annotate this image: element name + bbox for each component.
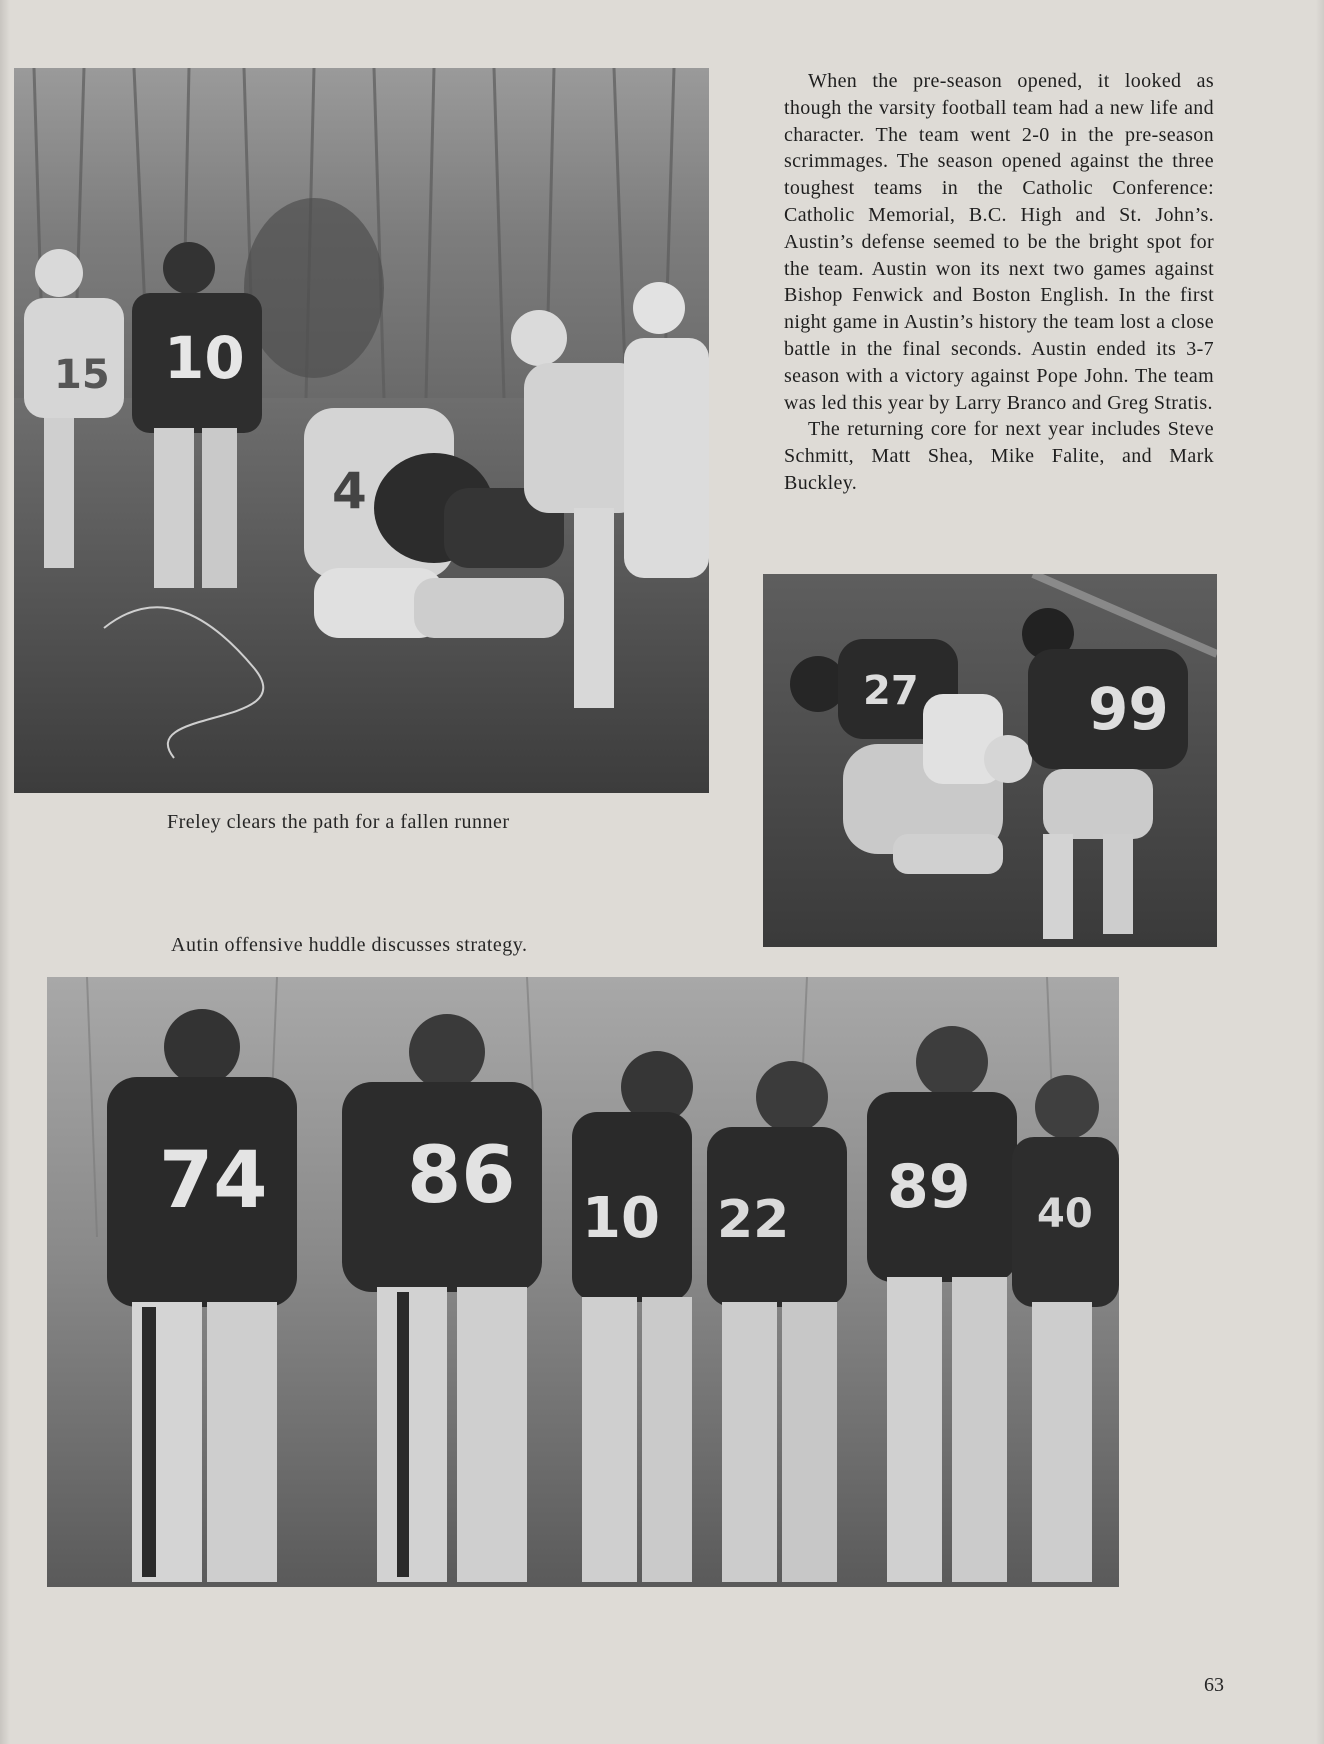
photo-huddle-image bbox=[47, 977, 1119, 1587]
photo-huddle bbox=[47, 977, 1119, 1587]
jersey-number-22: 22 bbox=[717, 1190, 790, 1250]
page-number: 63 bbox=[1204, 1674, 1224, 1696]
svg-text:15: 15 bbox=[54, 352, 110, 398]
jersey-number-27: 27 bbox=[863, 668, 919, 714]
jersey-number-74: 74 bbox=[159, 1136, 268, 1226]
photo-huddle-caption: Autin offensive huddle discusses strategy. bbox=[171, 934, 528, 956]
photo-pileup bbox=[763, 574, 1217, 947]
article-paragraph: The returning core for next year includes Steve Schmitt, Matt Shea, Mike Falite, and Mark Buckley. bbox=[784, 418, 1214, 494]
jersey-number-99: 99 bbox=[1088, 675, 1169, 743]
jersey-number-10: 10 bbox=[164, 324, 245, 392]
photo-tackle-caption: Freley clears the path for a fallen runner bbox=[167, 811, 510, 833]
article-text bbox=[784, 68, 1214, 497]
jersey-number-89: 89 bbox=[887, 1152, 971, 1222]
jersey-number-40: 40 bbox=[1037, 1191, 1093, 1237]
page-edge-right bbox=[1316, 0, 1324, 1744]
page-edge-left bbox=[0, 0, 10, 1744]
jersey-number-10-huddle: 10 bbox=[582, 1186, 660, 1251]
photo-tackle bbox=[14, 68, 709, 793]
jersey-number-4: 4 bbox=[332, 462, 367, 520]
photo-tackle-image bbox=[14, 68, 709, 793]
photo-pileup-image bbox=[763, 574, 1217, 947]
jersey-number-86: 86 bbox=[407, 1131, 516, 1221]
article-paragraph: When the pre-season opened, it looked as though the varsity football team had a new life and character. The team went 2-0 in the pre-season scrimmages. The season opened against the three toughest teams in the Catholic Conference: Catholic Memorial, B.C. High and St. John’s. Austin’s defense seemed to be the bright spot for the team. Austin won its next two games against Bishop Fenwick and Boston English. In the first night game in Austin’s history the team lost a close battle in the final seconds. Austin ended its 3-7 season with a victory against Pope John. The team was led this year by Larry Branco and Greg Stratis. bbox=[784, 70, 1214, 414]
